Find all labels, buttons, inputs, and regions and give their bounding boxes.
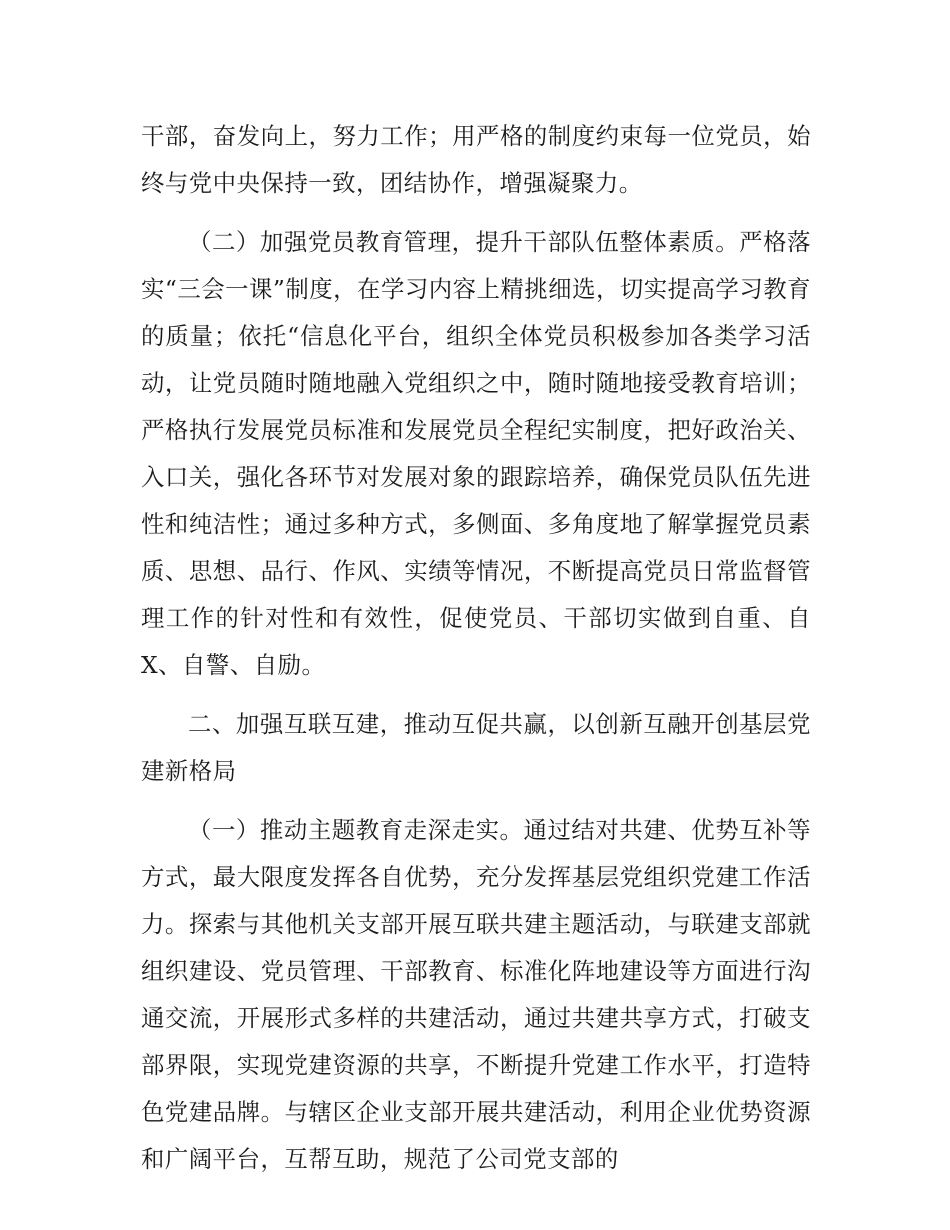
paragraph-theme-education: （一）推动主题教育走深走实。通过结对共建、优势互补等方式，最大限度发挥各自优势，充分发挥基层党组织党建工作活力。探索与其他机关支部开展互联共建主题活动，与联建支部就组织建设、党员管理、干部教育、标准化阵地建设等方面进行沟通交流，开展形式多样的共建活动，通过共建共享方式，打破支部界限，实现党建资源的共享，不断提升党建工作水平，打造特色党建品牌。与辖区企业支部开展共建活动，利用企业优势资源和广阔平台，互帮互助，规范了公司党支部的 (141, 816, 811, 1173)
paragraph-continuation: 干部，奋发向上，努力工作；用严格的制度约束每一位党员，始终与党中央保持一致，团结协作，增强凝聚力。 (141, 122, 811, 197)
section-heading-two: 二、加强互联互建，推动互促共赢，以创新互融开创基层党建新格局 (141, 710, 811, 785)
paragraph-party-education: （二）加强党员教育管理，提升干部队伍整体素质。严格落实“三会一课”制度，在学习内容上精挑细选，切实提高学习教育的质量；依托“信息化平台，组织全体党员积极参加各类学习活动，让党员随时随地融入党组织之中，随时随地接受教育培训；严格执行发展党员标准和发展党员全程纪实制度，把好政治关、入口关，强化各环节对发展对象的跟踪培养，确保党员队伍先进性和纯洁性；通过多种方式，多侧面、多角度地了解掌握党员素质、思想、品行、作风、实绩等情况，不断提高党员日常监督管理工作的针对性和有效性，促使党员、干部切实做到自重、自X、自警、自励。 (141, 228, 811, 679)
document-body (141, 113, 811, 1183)
